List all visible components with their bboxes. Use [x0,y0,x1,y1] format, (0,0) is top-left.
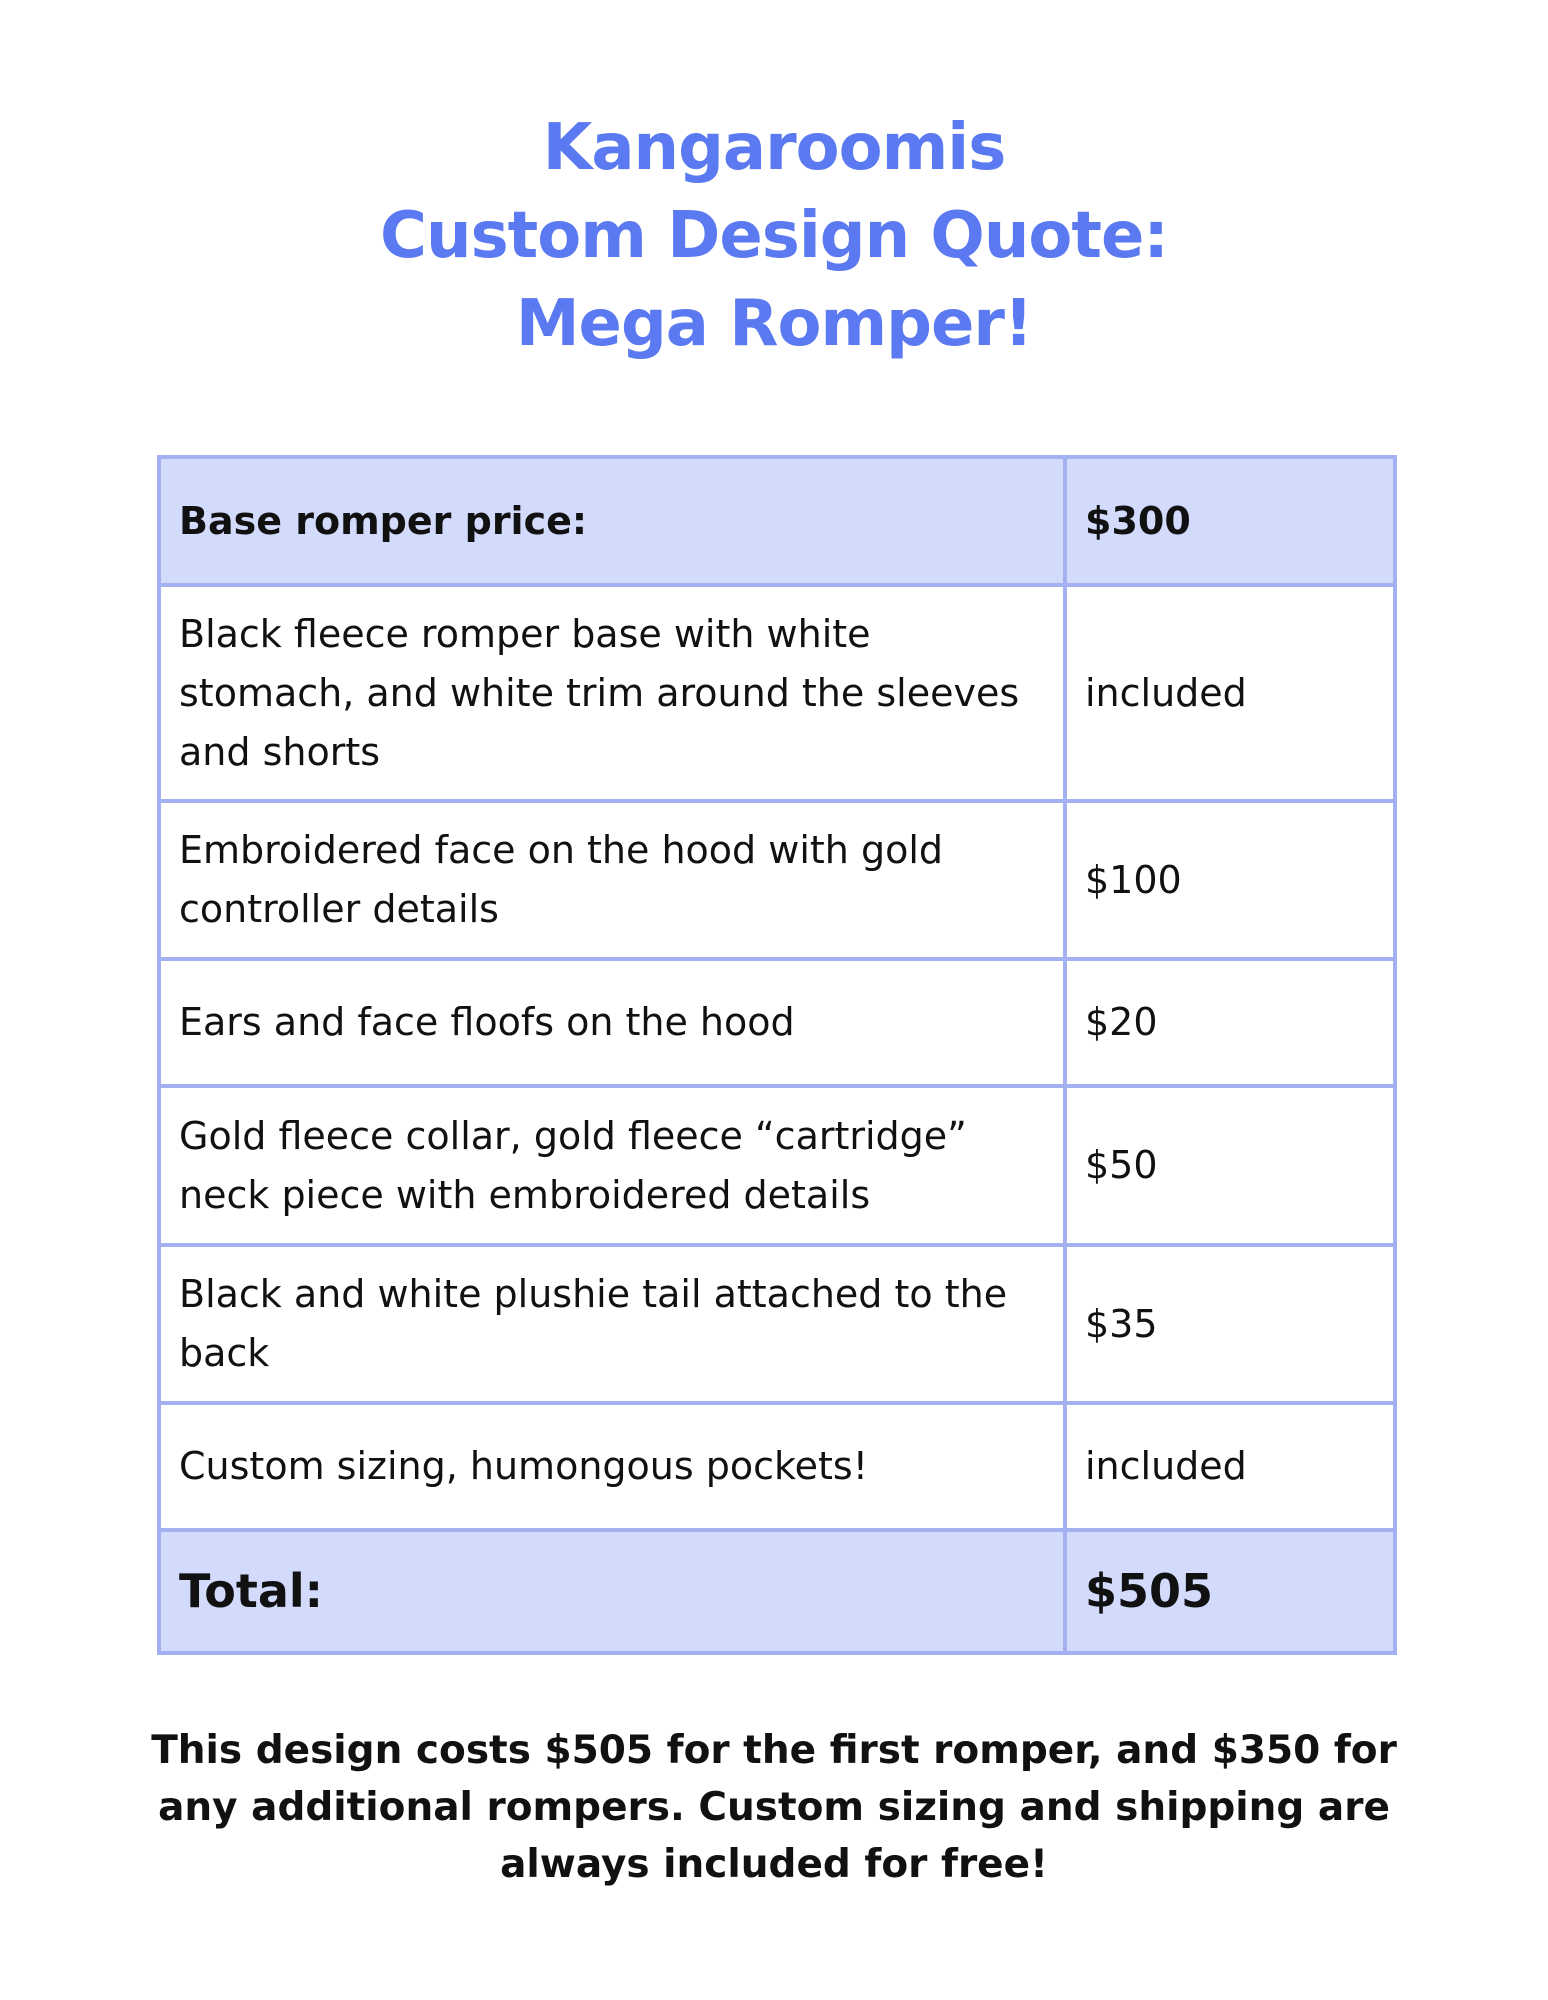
base-price-value: $300 [1065,457,1395,585]
row-price: $20 [1065,959,1395,1086]
row-price: $50 [1065,1086,1395,1245]
table-row [159,585,1395,801]
quote-table [157,455,1397,1655]
title-line-quote: Custom Design Quote: [380,199,1168,273]
row-price: included [1065,585,1395,801]
table-row [159,1403,1395,1530]
row-item: Black and white plushie tail attached to the back [159,1245,1065,1403]
row-item: Custom sizing, humongous pockets! [159,1403,1065,1530]
table-row [159,959,1395,1086]
row-item: Embroidered face on the hood with gold controller details [159,801,1065,959]
row-price: $100 [1065,801,1395,959]
total-label: Total: [159,1530,1065,1653]
base-price-label: Base romper price: [159,457,1065,585]
base-price-row [159,457,1395,585]
total-value: $505 [1065,1530,1395,1653]
table-row [159,1086,1395,1245]
table-row [159,1245,1395,1403]
pricing-note: This design costs $505 for the first romper, and $350 for any additional rompers. Custom sizing and shipping are always included for free! [151,1728,1397,1887]
total-row [159,1530,1395,1653]
title-line-product: Mega Romper! [515,287,1033,361]
row-item: Gold fleece collar, gold fleece “cartridge” neck piece with embroidered details [159,1086,1065,1245]
table-row [159,801,1395,959]
row-price: included [1065,1403,1395,1530]
title-line-brand: Kangaroomis [542,111,1006,185]
row-item: Ears and face floofs on the hood [159,959,1065,1086]
row-item: Black fleece romper base with white stomach, and white trim around the sleeves and shorts [159,585,1065,801]
quote-title [0,104,1548,368]
row-price: $35 [1065,1245,1395,1403]
